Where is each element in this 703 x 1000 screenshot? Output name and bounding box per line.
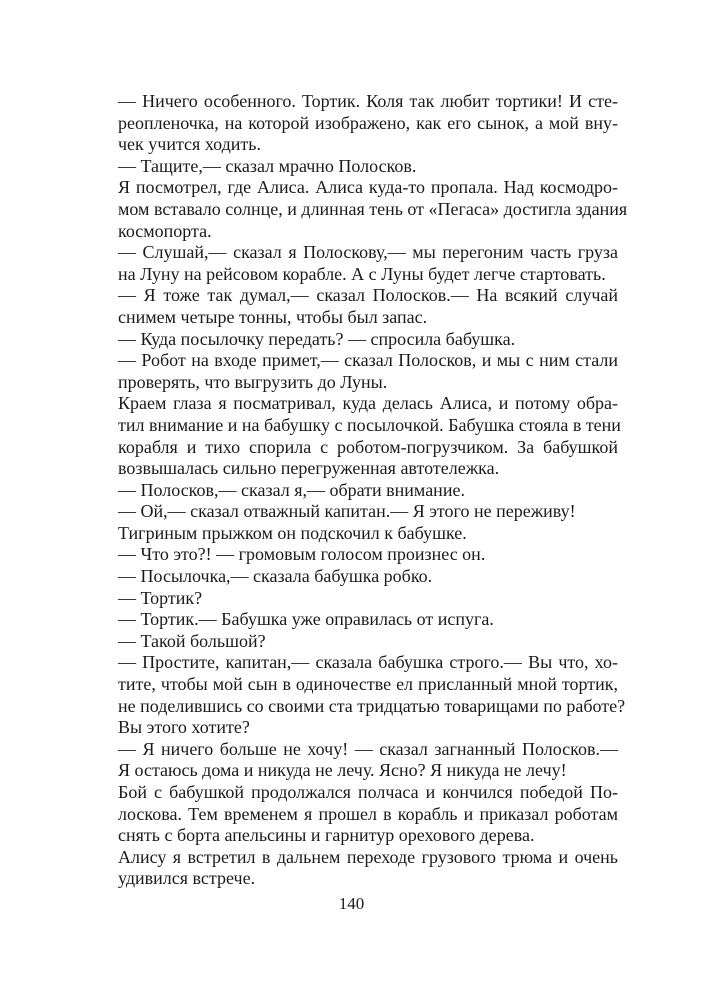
text-line: снимем четыре тонны, чтобы был запас. (118, 306, 428, 327)
text-line: проверять, что выгрузить до Луны. (118, 371, 388, 392)
text-line: Я посмотрел, где Алиса. Алиса куда-то пропала. Над космодро- (118, 177, 618, 198)
text-line: возвышалась сильно перегруженная автотележка. (118, 458, 500, 479)
text-line: космопорта. (118, 220, 212, 241)
text-line: чек учится ходить. (118, 134, 261, 155)
text-line: Вы этого хотите? (118, 717, 250, 738)
text-line: на Луну на рейсовом корабле. А с Луны будет легче стартовать. (118, 263, 606, 284)
text-line: — Ой,— сказал отважный капитан.— Я этого не переживу! (118, 501, 576, 522)
text-line: Я остаюсь дома и никуда не лечу. Ясно? Я никуда не лечу! (118, 760, 567, 781)
text-line: тил внимание и на бабушку с посылочкой. Бабушка стояла в тени (118, 414, 621, 435)
text-line: лоскова. Тем временем я прошел в корабль и приказал роботам (118, 803, 618, 824)
text-line: — Тортик.— Бабушка уже оправилась от испуга. (118, 609, 494, 630)
text-line: Краем глаза я посматривал, куда делась Алиса, и потому обра- (118, 393, 618, 414)
text-line: — Такой большой? (118, 630, 266, 651)
body-text (118, 91, 628, 890)
text-line: — Я тоже так думал,— сказал Полосков.— На всякий случай (118, 285, 618, 306)
text-line: удивился встрече. (118, 868, 256, 889)
page-number: 140 (338, 894, 365, 913)
text-line: — Робот на входе примет,— сказал Полосков, и мы с ним стали (118, 350, 618, 371)
text-line: реопленочка, на которой изображено, как его сынок, а мой вну- (118, 112, 618, 133)
text-line: тите, чтобы мой сын в одиночестве ел присланный мной тортик, (118, 674, 618, 695)
text-line: корабля и тихо спорила с роботом-погрузчиком. За бабушкой (118, 436, 618, 457)
text-line: — Простите, капитан,— сказала бабушка строго.— Вы что, хо- (118, 652, 618, 673)
text-line: — Я ничего больше не хочу! — сказал загнанный Полосков.— (118, 738, 618, 759)
text-line: не поделившись со своими ста тридцатью товарищами по работе? (118, 695, 626, 716)
text-line: — Слушай,— сказал я Полоскову,— мы перегоним часть груза (118, 242, 618, 263)
text-line: Тигриным прыжком он подскочил к бабушке. (118, 522, 467, 543)
text-line: — Ничего особенного. Тортик. Коля так любит тортики! И сте- (118, 91, 618, 111)
text-line: — Посылочка,— сказала бабушка робко. (118, 566, 433, 587)
text-line: мом вставало солнце, и длинная тень от «Пегаса» достигла здания (118, 198, 628, 219)
text-line: снять с борта апельсины и гарнитур орехового дерева. (118, 825, 535, 846)
text-line: — Тащите,— сказал мрачно Полосков. (118, 155, 417, 176)
text-line: — Что это?! — громовым голосом произнес он. (118, 544, 486, 565)
text-line: — Куда посылочку передать? — спросила бабушка. (118, 328, 516, 349)
text-line: — Полосков,— сказал я,— обрати внимание. (118, 479, 465, 500)
text-line: Алису я встретил в дальнем переходе грузового трюма и очень (118, 846, 618, 867)
text-line: — Тортик? (118, 587, 203, 608)
text-line: Бой с бабушкой продолжался полчаса и кончился победой По- (118, 782, 618, 802)
